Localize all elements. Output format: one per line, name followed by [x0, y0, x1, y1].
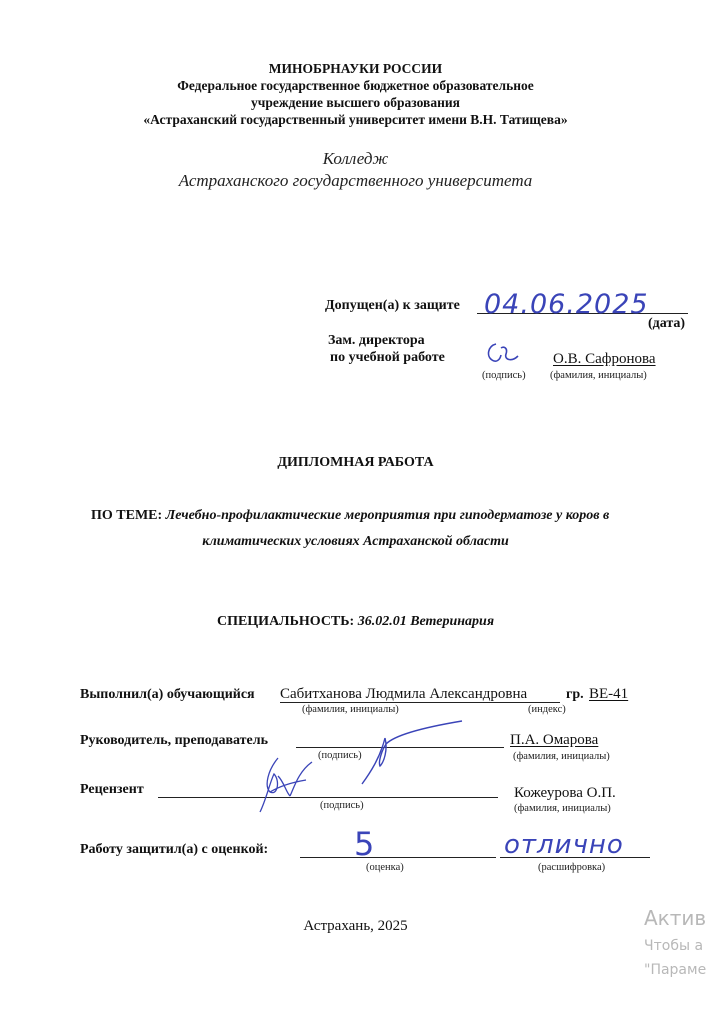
activation-watermark: Актив [644, 906, 707, 930]
specialty-value: 36.02.01 Ветеринария [357, 614, 495, 629]
svg-text:5: 5 [354, 825, 375, 860]
admitted-label: Допущен(а) к защите [325, 298, 460, 313]
handwritten-date [480, 284, 650, 320]
college-subtitle: Астраханского государственного университета [178, 171, 533, 190]
supervisor-name-caption: (фамилия, инициалы) [513, 751, 610, 762]
supervisor-name-text: П.А. Омарова [510, 732, 599, 748]
deputy-title-2: по учебной работе [330, 350, 445, 365]
group-caption: (индекс) [528, 704, 566, 715]
topic-text: Лечебно-профилактические мероприятия при гиподерматозе у коров в [165, 508, 610, 523]
college-title: Колледж [322, 149, 389, 168]
city-year: Астрахань, 2025 [303, 918, 408, 934]
topic-line-1 [91, 508, 609, 524]
specialty-label: СПЕЦИАЛЬНОСТЬ: [216, 614, 355, 629]
reviewer-signature [250, 752, 320, 820]
supervisor-label: Руководитель, преподаватель [80, 733, 269, 748]
deputy-name: О.В. Сафронова [553, 351, 656, 367]
svg-text:04.06.2025: 04.06.2025 [484, 289, 649, 320]
supervisor-name [510, 732, 598, 749]
reviewer-name: Кожеурова О.П. [514, 785, 616, 801]
grade-line [300, 857, 496, 858]
reviewer-label: Рецензент [80, 782, 144, 797]
date-caption: (дата) [648, 316, 686, 331]
reviewer-signature-caption: (подпись) [320, 800, 364, 811]
svg-text:отлично: отлично [504, 830, 624, 860]
topic-line-2: климатических условиях Астраханской области [202, 534, 509, 549]
specialty-line [0, 614, 711, 630]
student-name-line [280, 702, 560, 703]
handwritten-decoded-grade [500, 826, 660, 860]
decoded-grade-caption: (расшифровка) [538, 862, 606, 873]
supervisor-signature [340, 718, 465, 788]
grade-caption: (оценка) [366, 862, 404, 873]
student-name: Сабитханова Людмила Александровна [280, 686, 528, 702]
deputy-signature [482, 338, 526, 370]
ministry-title: МИНОБРНАУКИ РОССИИ [268, 61, 443, 76]
student-name-caption: (фамилия, инициалы) [302, 704, 399, 715]
activation-watermark-line: "Параме [644, 962, 707, 978]
institution-line: учреждение высшего образования [251, 95, 460, 110]
topic-label: ПО ТЕМЕ: [91, 508, 163, 523]
reviewer-name-caption: (фамилия, инициалы) [514, 803, 611, 814]
group-value: ВЕ-41 [589, 686, 629, 702]
name-caption: (фамилия, инициалы) [550, 370, 647, 381]
document-type: ДИПЛОМНАЯ РАБОТА [277, 455, 434, 470]
university-name: «Астраханский государственный университет имени В.Н. Татищева» [143, 112, 568, 127]
reviewer-signature-line [158, 797, 498, 798]
deputy-title: Зам. директора [328, 333, 425, 348]
student-label: Выполнил(а) обучающийся [80, 687, 255, 702]
handwritten-grade [348, 824, 388, 860]
activation-watermark-line: Чтобы а [644, 938, 704, 954]
signature-caption: (подпись) [482, 370, 526, 381]
supervisor-signature-caption: (подпись) [318, 750, 362, 761]
group-label: гр. [566, 687, 584, 702]
institution-line: Федеральное государственное бюджетное образовательное [177, 78, 534, 93]
grade-label: Работу защитил(а) с оценкой: [80, 842, 269, 857]
